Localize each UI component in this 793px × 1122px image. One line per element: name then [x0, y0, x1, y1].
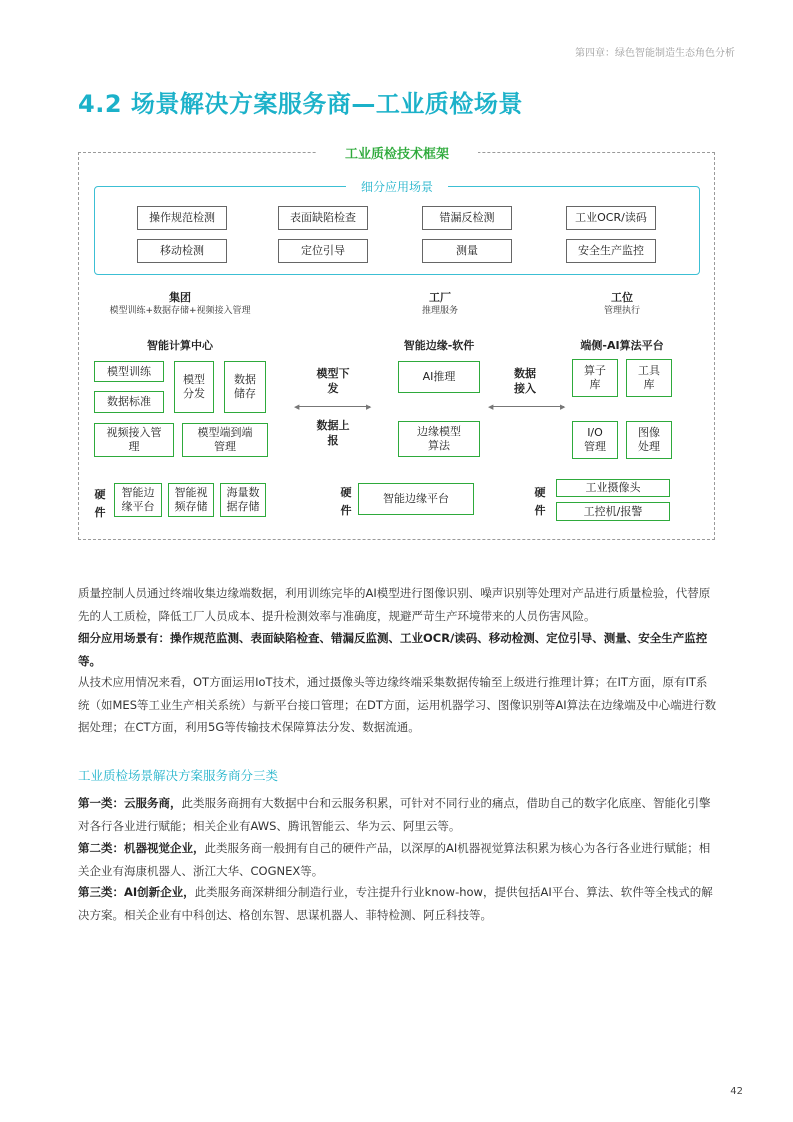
image-process-box: 图像处理	[626, 421, 672, 459]
page-title: 4.2 场景解决方案服务商—工业质检场景	[78, 90, 523, 118]
framework-title: 工业质检技术框架	[316, 143, 478, 162]
center-title: 智能计算中心	[147, 339, 213, 352]
scene-title: 细分应用场景	[346, 178, 448, 195]
chapter-header: 第四章：绿色智能制造生态角色分析	[575, 48, 735, 59]
arrow-right-icon: ▶	[366, 403, 372, 411]
hardware-label-station: 硬件	[534, 486, 546, 517]
edge-algo-box: 边缘模型算法	[398, 421, 480, 457]
category-1-label: 第一类：云服务商，	[78, 796, 182, 810]
station-sub: 管理执行	[603, 306, 640, 316]
hw-edge-platform-box: 智能边缘平台	[114, 483, 162, 517]
tool-lib-box: 工具库	[626, 359, 672, 397]
operator-lib-box: 算子库	[572, 359, 618, 397]
scene-item: 安全生产监控	[566, 239, 656, 263]
section-title: 工业质检场景解决方案服务商分三类	[78, 768, 279, 783]
platform-title: 端侧-AI算法平台	[580, 339, 664, 352]
arrow-left-icon: ◀	[294, 403, 300, 411]
arrow-right-icon: ▶	[560, 403, 566, 411]
scene-item: 工业OCR/读码	[566, 206, 656, 230]
scene-item: 移动检测	[137, 239, 227, 263]
page-number: 42	[730, 1086, 743, 1097]
arrow-left-icon: ◀	[488, 403, 494, 411]
hardware-label-center: 硬件	[94, 488, 106, 519]
factory-sub: 推理服务	[421, 306, 458, 316]
category-1-text: 此类服务商拥有大数据中台和云服务积累，可针对不同行业的痛点，借助自己的数字化底座、智能化引擎对各行各业进行赋能；相关企业有AWS、腾讯智能云、华为云、阿里云等。	[78, 796, 711, 833]
category-2-label: 第二类：机器视觉企业，	[78, 841, 205, 855]
station-title: 工位	[611, 291, 633, 304]
edge-station-arrow	[492, 406, 564, 407]
scene-item: 表面缺陷检查	[278, 206, 368, 230]
category-3	[78, 881, 718, 926]
category-2	[78, 837, 718, 882]
scene-item: 操作规范检测	[137, 206, 227, 230]
hw-edge-box: 智能边缘平台	[358, 483, 474, 515]
paragraph-intro: 质量控制人员通过终端收集边缘端数据，利用训练完毕的AI模型进行图像识别、噪声识别等处理对产品进行质量检验，代替原先的人工质检，降低工厂人员成本、提升检测效率与准确度，规避严苛生产环境带来的人员伤害风险。	[78, 586, 711, 623]
data-store-box: 数据储存	[224, 361, 266, 413]
category-3-text: 此类服务商深耕细分制造行业，专注提升行业know-how，提供包括AI平台、算法、软件等全栈式的解决方案。相关企业有中科创达、格创东智、思谋机器人、菲特检测、阿丘科技等。	[78, 885, 713, 922]
hw-mass-store-box: 海量数据存储	[220, 483, 266, 517]
data-in-label: 数据接入	[514, 367, 536, 395]
scene-item: 定位引导	[278, 239, 368, 263]
model-e2e-box: 模型端到端管理	[182, 423, 268, 457]
paragraph-tech: 从技术应用情况来看，OT方面运用IoT技术，通过摄像头等边缘终端采集数据传输至上级进行推理计算；在IT方面，原有IT系统（如MES等工业生产相关系统）与新平台接口管理；在DT方面，运用机器学习、图像识别等AI算法在边缘端及中心端进行数据处理；在CT方面，利用5G等传输技术保障算法分发、数据流通。	[78, 675, 717, 734]
hw-video-store-box: 智能视频存储	[168, 483, 214, 517]
scene-item: 错漏反检测	[422, 206, 512, 230]
data-up-label: 数据上报	[316, 419, 350, 447]
ai-infer-box: AI推理	[398, 361, 480, 393]
hardware-label-edge: 硬件	[340, 486, 352, 517]
io-manage-box: I/O管理	[572, 421, 618, 459]
factory-title: 工厂	[429, 291, 451, 304]
group-sub: 模型训练+数据存储+视频接入管理	[109, 306, 251, 316]
category-3-label: 第三类：AI创新企业，	[78, 885, 195, 899]
center-edge-arrow	[298, 406, 370, 407]
edge-title: 智能边缘-软件	[403, 339, 475, 352]
paragraph-scenes: 细分应用场景有：操作规范监测、表面缺陷检查、错漏反监测、工业OCR/读码、移动检测、定位引导、测量、安全生产监控等。	[78, 631, 708, 668]
category-2-text: 此类服务商一般拥有自己的硬件产品，以深厚的AI机器视觉算法积累为核心为各行各业进行赋能；相关企业有海康机器人、浙江大华、COGNEX等。	[78, 841, 711, 878]
hw-camera-box: 工业摄像头	[556, 479, 670, 497]
category-1	[78, 792, 718, 837]
scene-item: 测量	[422, 239, 512, 263]
hw-ipc-box: 工控机/报警	[556, 502, 670, 521]
model-down-label: 模型下发	[316, 367, 350, 395]
group-title: 集团	[169, 291, 191, 304]
data-standard-box: 数据标准	[94, 391, 164, 413]
video-access-box: 视频接入管理	[94, 423, 174, 457]
model-train-box: 模型训练	[94, 361, 164, 382]
model-dist-box: 模型分发	[174, 361, 214, 413]
